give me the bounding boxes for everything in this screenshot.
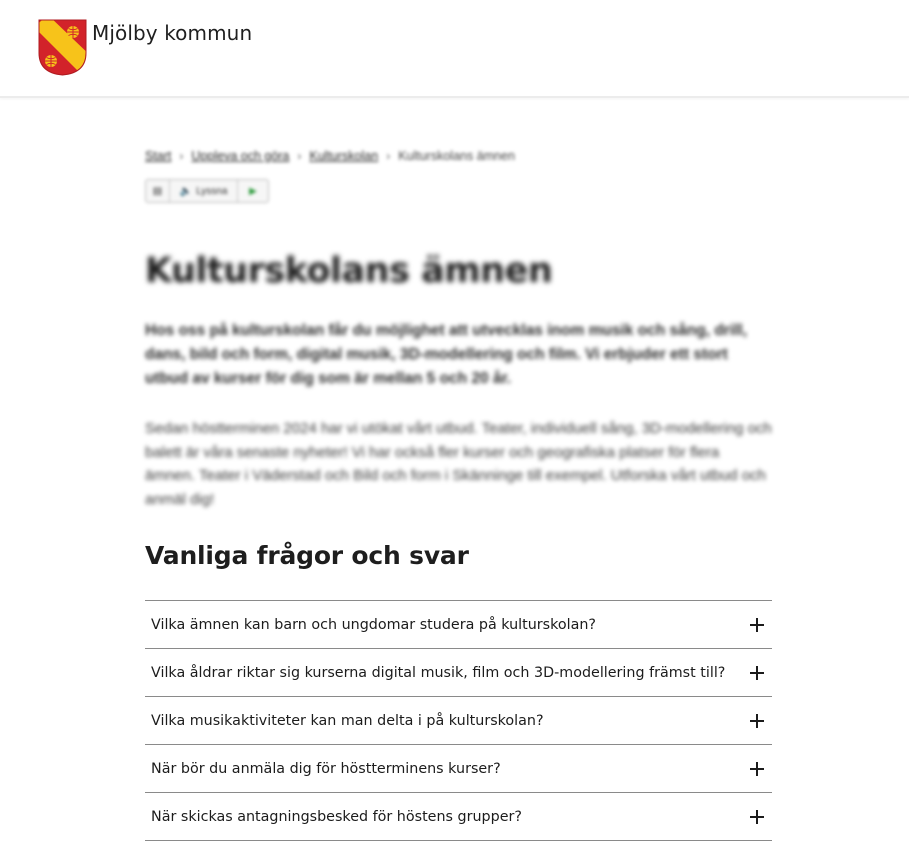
plus-icon[interactable] bbox=[750, 762, 764, 776]
faq-item[interactable] bbox=[145, 793, 772, 841]
faq-heading: Vanliga frågor och svar bbox=[145, 541, 469, 570]
faq-accordion bbox=[145, 600, 772, 841]
readspeaker-toolbar bbox=[145, 179, 269, 203]
home-logo-link[interactable] bbox=[38, 19, 252, 76]
breadcrumb-current: Kulturskolans ämnen bbox=[398, 149, 515, 163]
faq-question: Vilka musikaktiviteter kan man delta i på kulturskolan? bbox=[151, 712, 544, 729]
breadcrumb-link-kulturskolan[interactable]: Kulturskolan bbox=[309, 149, 379, 163]
plus-icon[interactable] bbox=[750, 618, 764, 632]
chevron-right-icon: › bbox=[386, 149, 391, 163]
faq-item[interactable] bbox=[145, 601, 772, 649]
faq-item[interactable] bbox=[145, 649, 772, 697]
faq-item[interactable] bbox=[145, 697, 772, 745]
faq-item[interactable] bbox=[145, 745, 772, 793]
faq-question: Vilka ämnen kan barn och ungdomar studera på kulturskolan? bbox=[151, 616, 597, 633]
main-content bbox=[145, 140, 773, 841]
speaker-icon: 🔈 bbox=[179, 185, 193, 197]
plus-icon[interactable] bbox=[750, 810, 764, 824]
faq-question: När skickas antagningsbesked för höstens grupper? bbox=[151, 808, 522, 825]
menu-icon[interactable]: ▤ bbox=[146, 180, 170, 202]
breadcrumb-link-start[interactable]: Start bbox=[145, 149, 172, 163]
mjolby-coat-of-arms-icon bbox=[38, 19, 87, 76]
site-name: Mjölby kommun bbox=[92, 21, 253, 45]
site-header bbox=[0, 0, 909, 98]
page-title: Kulturskolans ämnen bbox=[145, 251, 553, 291]
plus-icon[interactable] bbox=[750, 714, 764, 728]
breadcrumb-link-uppleva[interactable]: Uppleva och göra bbox=[191, 149, 290, 163]
body-paragraph: Sedan höstterminen 2024 har vi utökat vårt utbud. Teater, individuell sång, 3D-modellering och balett är våra senaste nyheter! Vi har också fler kurser och geografiska platser för flera ämnen. Teater i Väderstad och Bild och form i Skänninge till exempel. Utforska vårt utbud och anmäl dig! bbox=[145, 420, 772, 508]
listen-button[interactable] bbox=[170, 180, 238, 202]
chevron-right-icon: › bbox=[297, 149, 302, 163]
lead-paragraph: Hos oss på kulturskolan får du möjlighet att utvecklas inom musik och sång, drill, dans, bild och form, digital musik, 3D-modellering och film. Vi erbjuder ett stort utbud av kurser för dig som är mellan 5 och 20 år. bbox=[145, 322, 748, 387]
faq-question: Vilka åldrar riktar sig kurserna digital musik, film och 3D-modellering främst till? bbox=[151, 664, 726, 681]
breadcrumb bbox=[145, 140, 773, 172]
plus-icon[interactable] bbox=[750, 666, 764, 680]
play-icon[interactable]: ▶ bbox=[249, 185, 257, 197]
listen-label: Lyssna bbox=[196, 185, 228, 197]
faq-question: När bör du anmäla dig för höstterminens kurser? bbox=[151, 760, 501, 777]
chevron-right-icon: › bbox=[179, 149, 184, 163]
